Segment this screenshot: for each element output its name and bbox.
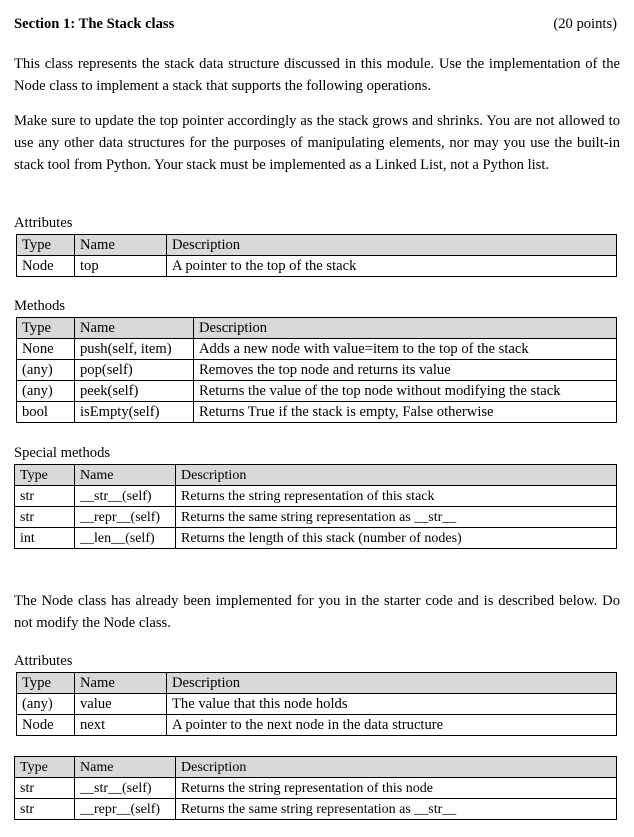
- table-header-row: [17, 235, 617, 256]
- header-description: Description: [167, 235, 617, 256]
- cell-name: isEmpty(self): [75, 402, 194, 423]
- header-type: Type: [15, 465, 75, 486]
- header-name: Name: [75, 465, 176, 486]
- table-row: [15, 799, 617, 820]
- cell-type: (any): [17, 381, 75, 402]
- node-attributes-label: Attributes: [14, 653, 73, 669]
- cell-description: Returns the string representation of this stack: [176, 486, 617, 507]
- cell-description: A pointer to the next node in the data structure: [167, 715, 617, 736]
- cell-description: Returns the value of the top node without modifying the stack: [194, 381, 617, 402]
- cell-type: Node: [17, 715, 75, 736]
- table-row: [17, 381, 617, 402]
- table-row: [17, 339, 617, 360]
- cell-name: __str__(self): [75, 778, 176, 799]
- cell-description: Removes the top node and returns its value: [194, 360, 617, 381]
- cell-type: int: [15, 528, 75, 549]
- stack-methods-table: [16, 317, 617, 423]
- cell-type: (any): [17, 360, 75, 381]
- stack-attributes-table: [16, 234, 617, 277]
- header-description: Description: [176, 465, 617, 486]
- cell-type: str: [15, 507, 75, 528]
- cell-description: Returns the string representation of this node: [176, 778, 617, 799]
- table-row: [15, 486, 617, 507]
- header-type: Type: [17, 673, 75, 694]
- cell-name: value: [75, 694, 167, 715]
- stack-special-methods-label: Special methods: [14, 445, 111, 461]
- cell-type: str: [15, 486, 75, 507]
- cell-type: Node: [17, 256, 75, 277]
- cell-name: peek(self): [75, 381, 194, 402]
- header-description: Description: [176, 757, 617, 778]
- cell-description: Returns the length of this stack (number of nodes): [176, 528, 617, 549]
- cell-type: str: [15, 799, 75, 820]
- cell-type: None: [17, 339, 75, 360]
- table-row: [15, 528, 617, 549]
- cell-description: A pointer to the top of the stack: [167, 256, 617, 277]
- cell-name: __str__(self): [75, 486, 176, 507]
- cell-name: __repr__(self): [75, 799, 176, 820]
- cell-description: The value that this node holds: [167, 694, 617, 715]
- cell-name: push(self, item): [75, 339, 194, 360]
- cell-description: Returns True if the stack is empty, False otherwise: [194, 402, 617, 423]
- intro-paragraph: This class represents the stack data structure discussed in this module. Use the implementation of the Node class to implement a stack that supports the following operations.: [14, 56, 620, 94]
- cell-description: Returns the same string representation as __str__: [176, 507, 617, 528]
- table-row: [17, 402, 617, 423]
- header-description: Description: [167, 673, 617, 694]
- header-type: Type: [17, 235, 75, 256]
- header-type: Type: [17, 318, 75, 339]
- stack-attributes-label: Attributes: [14, 215, 73, 231]
- stack-special-methods-table: [14, 464, 617, 549]
- header-name: Name: [75, 318, 194, 339]
- header-name: Name: [75, 673, 167, 694]
- table-row: [17, 256, 617, 277]
- node-intro-paragraph: The Node class has already been implemented for you in the starter code and is described below. Do not modify the Node class.: [14, 593, 620, 631]
- rules-paragraph: Make sure to update the top pointer accordingly as the stack grows and shrinks. You are not allowed to use any other data structures for the purposes of manipulating elements, nor may you use the built-in stack tool from Python. Your stack must be implemented as a Linked List, not a Python list.: [14, 113, 620, 173]
- cell-description: Adds a new node with value=item to the top of the stack: [194, 339, 617, 360]
- cell-type: str: [15, 778, 75, 799]
- table-row: [17, 694, 617, 715]
- table-header-row: [15, 757, 617, 778]
- node-attributes-table: [16, 672, 617, 736]
- header-name: Name: [75, 235, 167, 256]
- header-type: Type: [15, 757, 75, 778]
- node-special-methods-table: [14, 756, 617, 820]
- header-description: Description: [194, 318, 617, 339]
- table-header-row: [17, 318, 617, 339]
- stack-methods-label: Methods: [14, 298, 66, 314]
- cell-type: bool: [17, 402, 75, 423]
- table-row: [17, 360, 617, 381]
- cell-type: (any): [17, 694, 75, 715]
- section-header: [14, 15, 617, 35]
- cell-name: __len__(self): [75, 528, 176, 549]
- cell-name: pop(self): [75, 360, 194, 381]
- table-header-row: [15, 465, 617, 486]
- table-row: [15, 507, 617, 528]
- section-points: (20 points): [553, 16, 617, 32]
- header-name: Name: [75, 757, 176, 778]
- cell-description: Returns the same string representation as __str__: [176, 799, 617, 820]
- table-header-row: [17, 673, 617, 694]
- cell-name: next: [75, 715, 167, 736]
- table-row: [15, 778, 617, 799]
- table-row: [17, 715, 617, 736]
- cell-name: __repr__(self): [75, 507, 176, 528]
- cell-name: top: [75, 256, 167, 277]
- section-title: Section 1: The Stack class: [14, 16, 175, 32]
